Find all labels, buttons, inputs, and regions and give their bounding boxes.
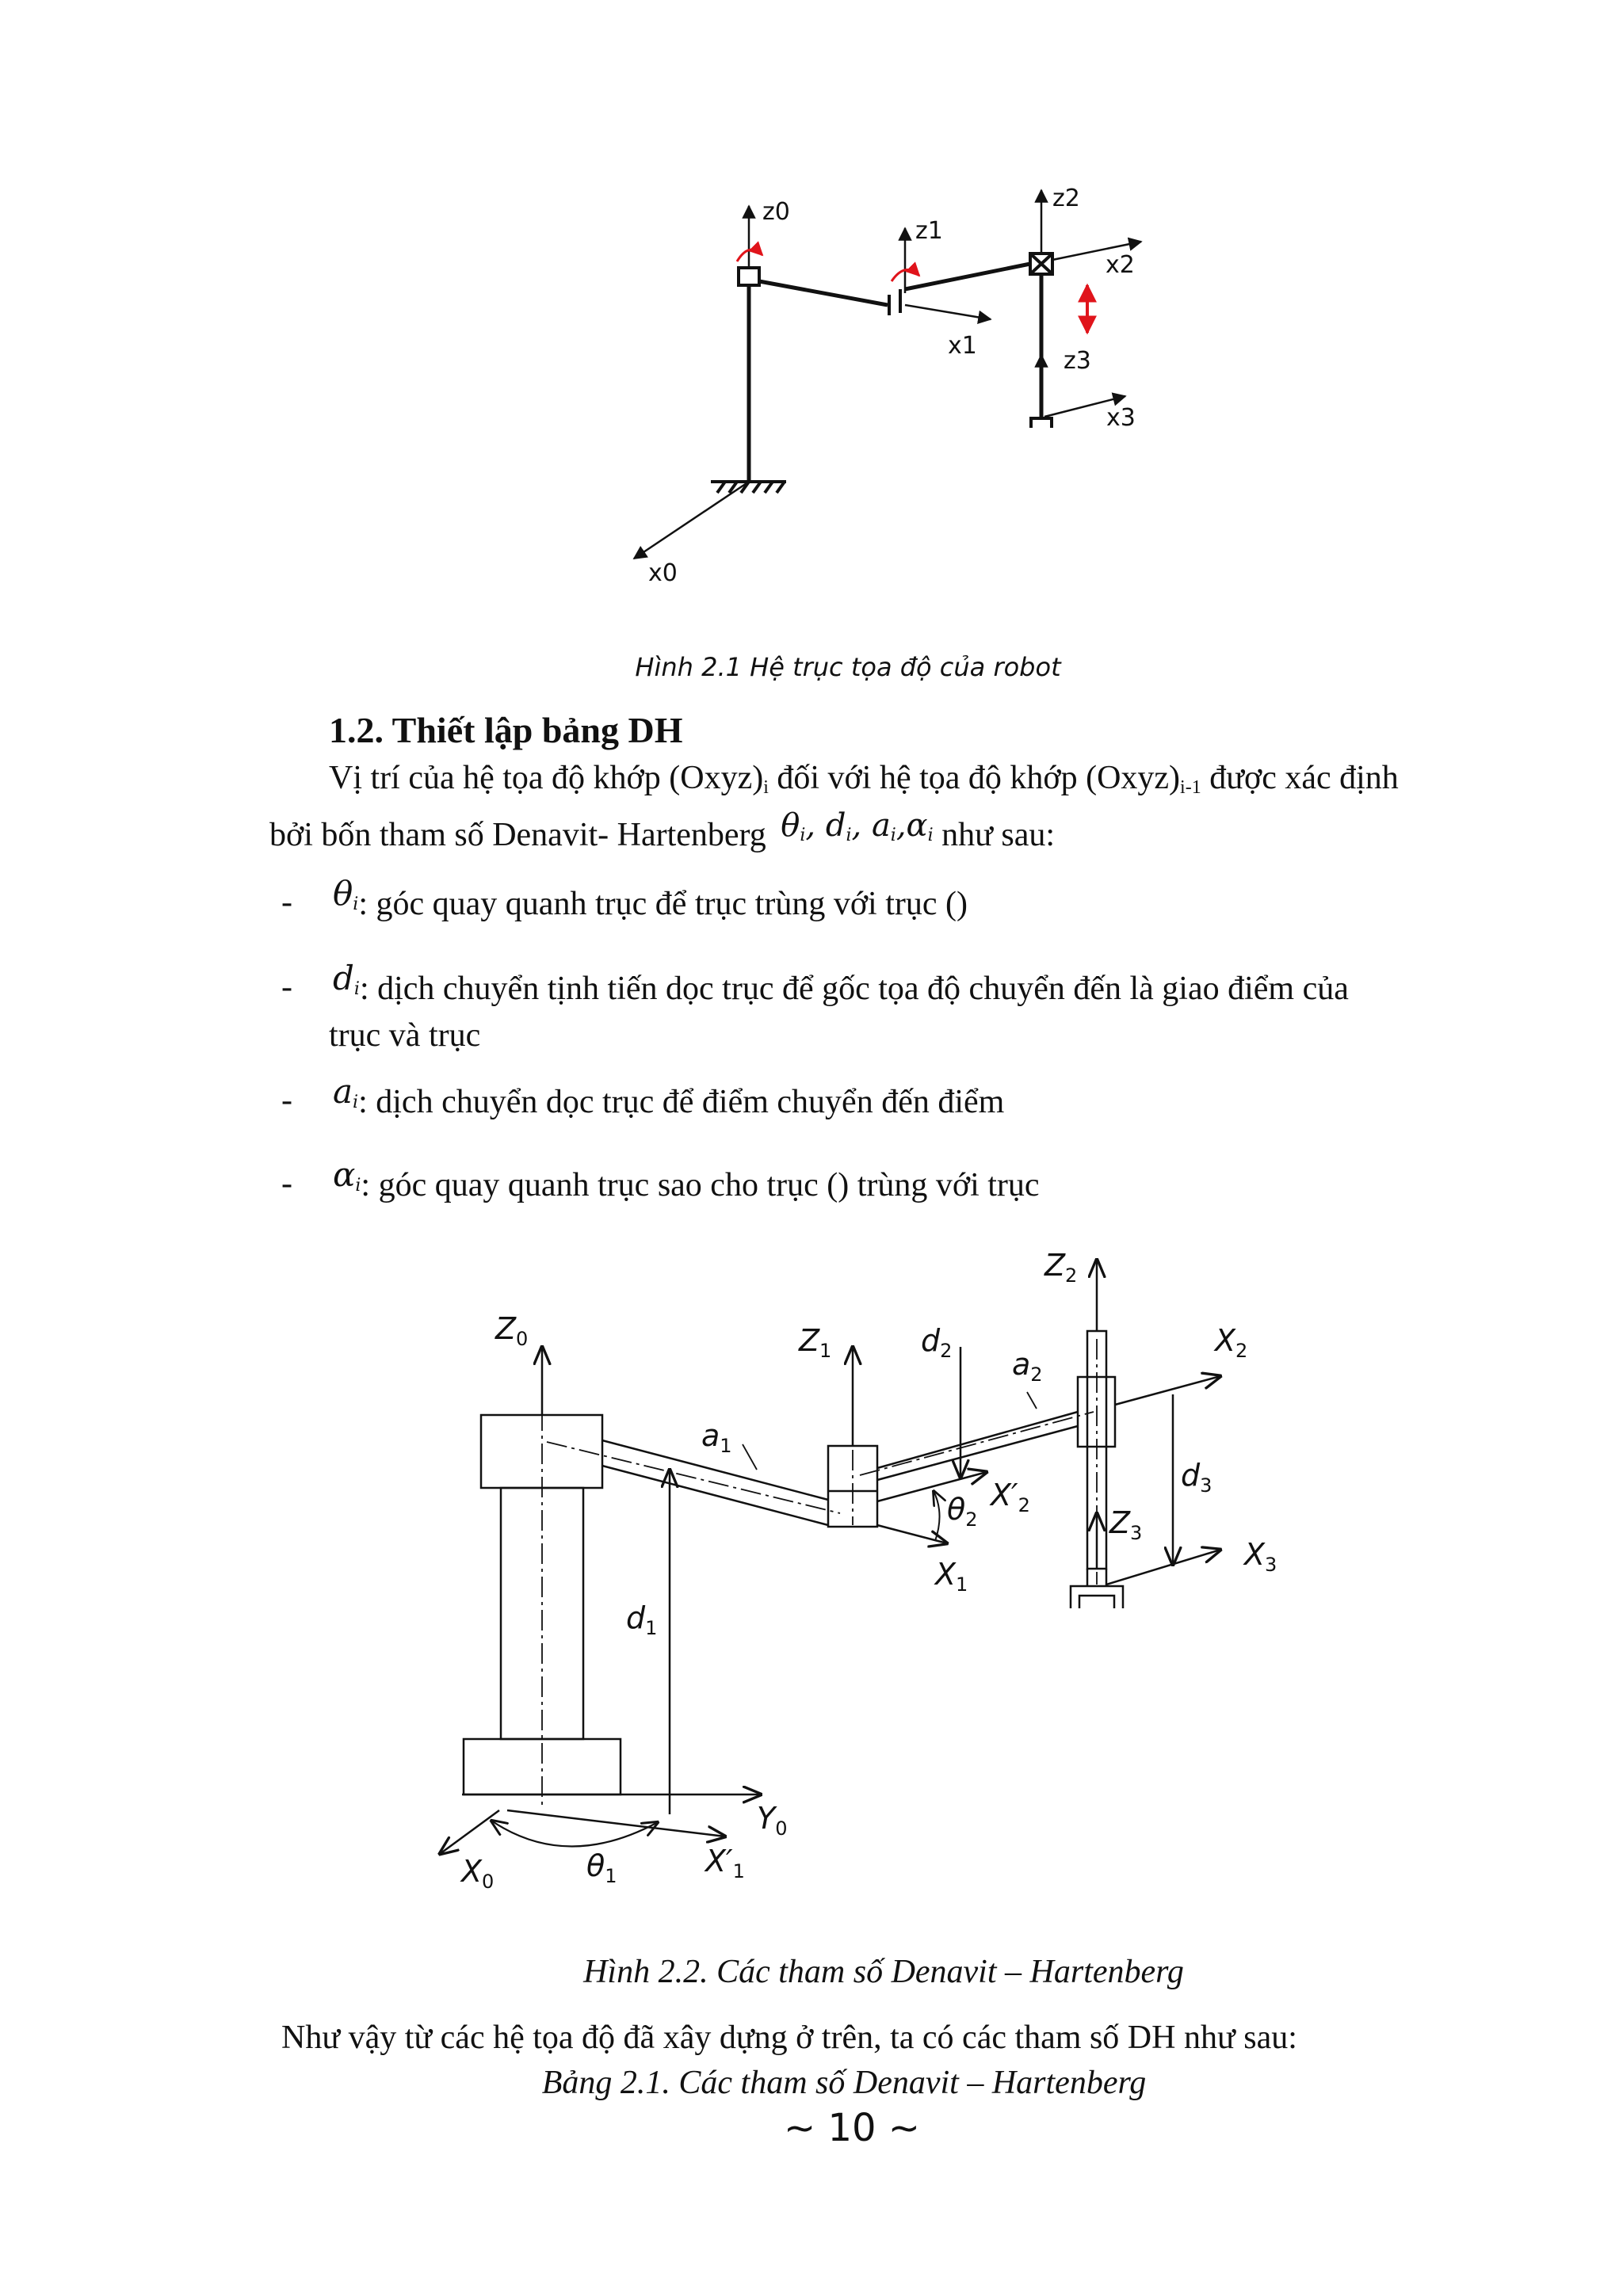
table-caption: Bảng 2.1. Các tham số Denavit – Hartenberg: [541, 2065, 1147, 2101]
Xp1-axis: [507, 1810, 725, 1836]
label-theta2: $\theta_2$: [947, 1492, 978, 1531]
d-sub: i: [353, 979, 360, 999]
label-z1: z1: [915, 217, 943, 245]
link-2: [905, 264, 1030, 289]
dh-symbols: $\theta_i$, $d_i$, $a_i,\alpha_i$: [781, 807, 934, 845]
param-a-bullet: [281, 1081, 292, 1119]
param-d-line: [333, 959, 1349, 1009]
label-a1: $a_1$: [701, 1418, 732, 1457]
a-symbol: a: [333, 1072, 353, 1111]
intro-sub-i: i: [763, 777, 769, 798]
label-a2: $a_2$: [1012, 1347, 1043, 1386]
joint-0: [739, 268, 759, 285]
gripper: [1031, 418, 1052, 428]
param-alpha-symbol: [333, 1155, 361, 1194]
centerlines: [542, 1339, 1097, 1806]
X0-axis: [440, 1810, 499, 1854]
label-X2: $X_2$: [1215, 1323, 1248, 1362]
label-Xp1: $X'_1$: [705, 1844, 745, 1882]
figure-2-dh-parameters: [0, 1236, 1623, 1909]
label-X1: $X_1$: [935, 1557, 968, 1596]
figure-1-caption: Hình 2.1 Hệ trục tọa độ của robot: [635, 652, 1061, 682]
param-theta: [281, 883, 292, 921]
X2-axis: [1115, 1376, 1220, 1405]
param-d-bullet: [281, 968, 292, 1006]
x1-axis: [905, 305, 991, 319]
label-Z0: $Z_0$: [495, 1311, 529, 1350]
intro-text-b: đối với hệ tọa độ khớp (Oxyz): [768, 760, 1181, 796]
d-symbol: d: [333, 959, 354, 997]
label-x0: x0: [648, 559, 678, 587]
param-theta-symbol: [333, 874, 358, 913]
alpha-symbol: α: [333, 1155, 356, 1194]
leader-lines: [743, 1392, 1037, 1470]
joint-2: [1030, 254, 1052, 274]
label-z0: z0: [762, 198, 790, 226]
alpha-sub: i: [355, 1176, 361, 1196]
param-d-text-2: trục và trục: [329, 1017, 481, 1054]
param-theta-line: [333, 874, 968, 924]
link-1: [759, 281, 888, 305]
ground-symbol: [711, 482, 786, 493]
param-alpha-line: [333, 1155, 1040, 1205]
figure-1-robot-frames: [0, 0, 1623, 650]
a-sub: i: [353, 1093, 359, 1112]
label-Z1: $Z_1$: [799, 1323, 832, 1362]
label-Z2: $Z_2$: [1044, 1248, 1078, 1287]
label-Xp2: $X'_2$: [991, 1478, 1030, 1516]
label-X3: $X_3$: [1244, 1537, 1277, 1576]
theta2-arc: [934, 1491, 940, 1541]
label-theta1: $\theta_1$: [586, 1848, 617, 1887]
theta-symbol: θ: [333, 874, 353, 913]
bullet: -: [281, 1082, 292, 1119]
intro2-text-b: như sau:: [941, 817, 1056, 853]
label-z3: z3: [1064, 347, 1091, 375]
robot-body: [464, 1331, 1123, 1794]
page-number: ~ 10 ~: [783, 2106, 921, 2150]
label-x1: x1: [948, 332, 977, 360]
param-a-text: : dịch chuyển dọc trục để điểm chuyển đến điểm: [358, 1084, 1005, 1120]
label-x3: x3: [1106, 404, 1136, 432]
section-heading: 1.2. Thiết lập bảng DH: [329, 710, 683, 750]
intro-sub-i1: i-1: [1180, 777, 1201, 798]
label-z2: z2: [1052, 185, 1080, 212]
figure-2-caption: Hình 2.2. Các tham số Denavit – Hartenberg: [583, 1954, 1184, 1990]
intro-line-1: [329, 759, 1399, 799]
X3-axis: [1106, 1550, 1220, 1585]
bullet: -: [281, 1165, 292, 1202]
intro-text-c: được xác định: [1201, 760, 1399, 796]
label-d3: $d_3$: [1181, 1458, 1212, 1497]
joint-1: [889, 289, 900, 315]
param-d-symbol: [333, 959, 360, 997]
param-d-text: : dịch chuyển tịnh tiến dọc trục để gốc tọa độ chuyển đến là giao điểm của: [359, 971, 1349, 1007]
x0-axis: [634, 482, 749, 559]
param-theta-text: : góc quay quanh trục để trục trùng với trục (): [358, 886, 968, 922]
intro2-text-a: bởi bốn tham số Denavit- Hartenberg: [269, 817, 766, 853]
label-Y0: $Y_0$: [757, 1801, 788, 1840]
intro-line-2: [269, 807, 1056, 855]
bullet: -: [281, 884, 292, 921]
param-a-symbol: [333, 1072, 358, 1111]
bullet: -: [281, 969, 292, 1005]
param-alpha-text: : góc quay quanh trục sao cho trục () trùng với trục: [361, 1167, 1040, 1203]
label-x2: x2: [1106, 251, 1135, 279]
label-d2: $d_2$: [921, 1323, 953, 1362]
theta-sub: i: [353, 894, 359, 914]
param-alpha-bullet: [281, 1165, 292, 1203]
intro-text-a: Vị trí của hệ tọa độ khớp (Oxyz): [329, 760, 764, 796]
label-X0: $X_0$: [461, 1854, 495, 1893]
closing-sentence: Như vậy từ các hệ tọa độ đã xây dựng ở trên, ta có các tham số DH như sau:: [281, 2019, 1297, 2056]
label-Z3: $Z_3$: [1109, 1505, 1143, 1544]
param-a-line: [333, 1072, 1005, 1122]
label-d1: $d_1$: [626, 1600, 658, 1639]
